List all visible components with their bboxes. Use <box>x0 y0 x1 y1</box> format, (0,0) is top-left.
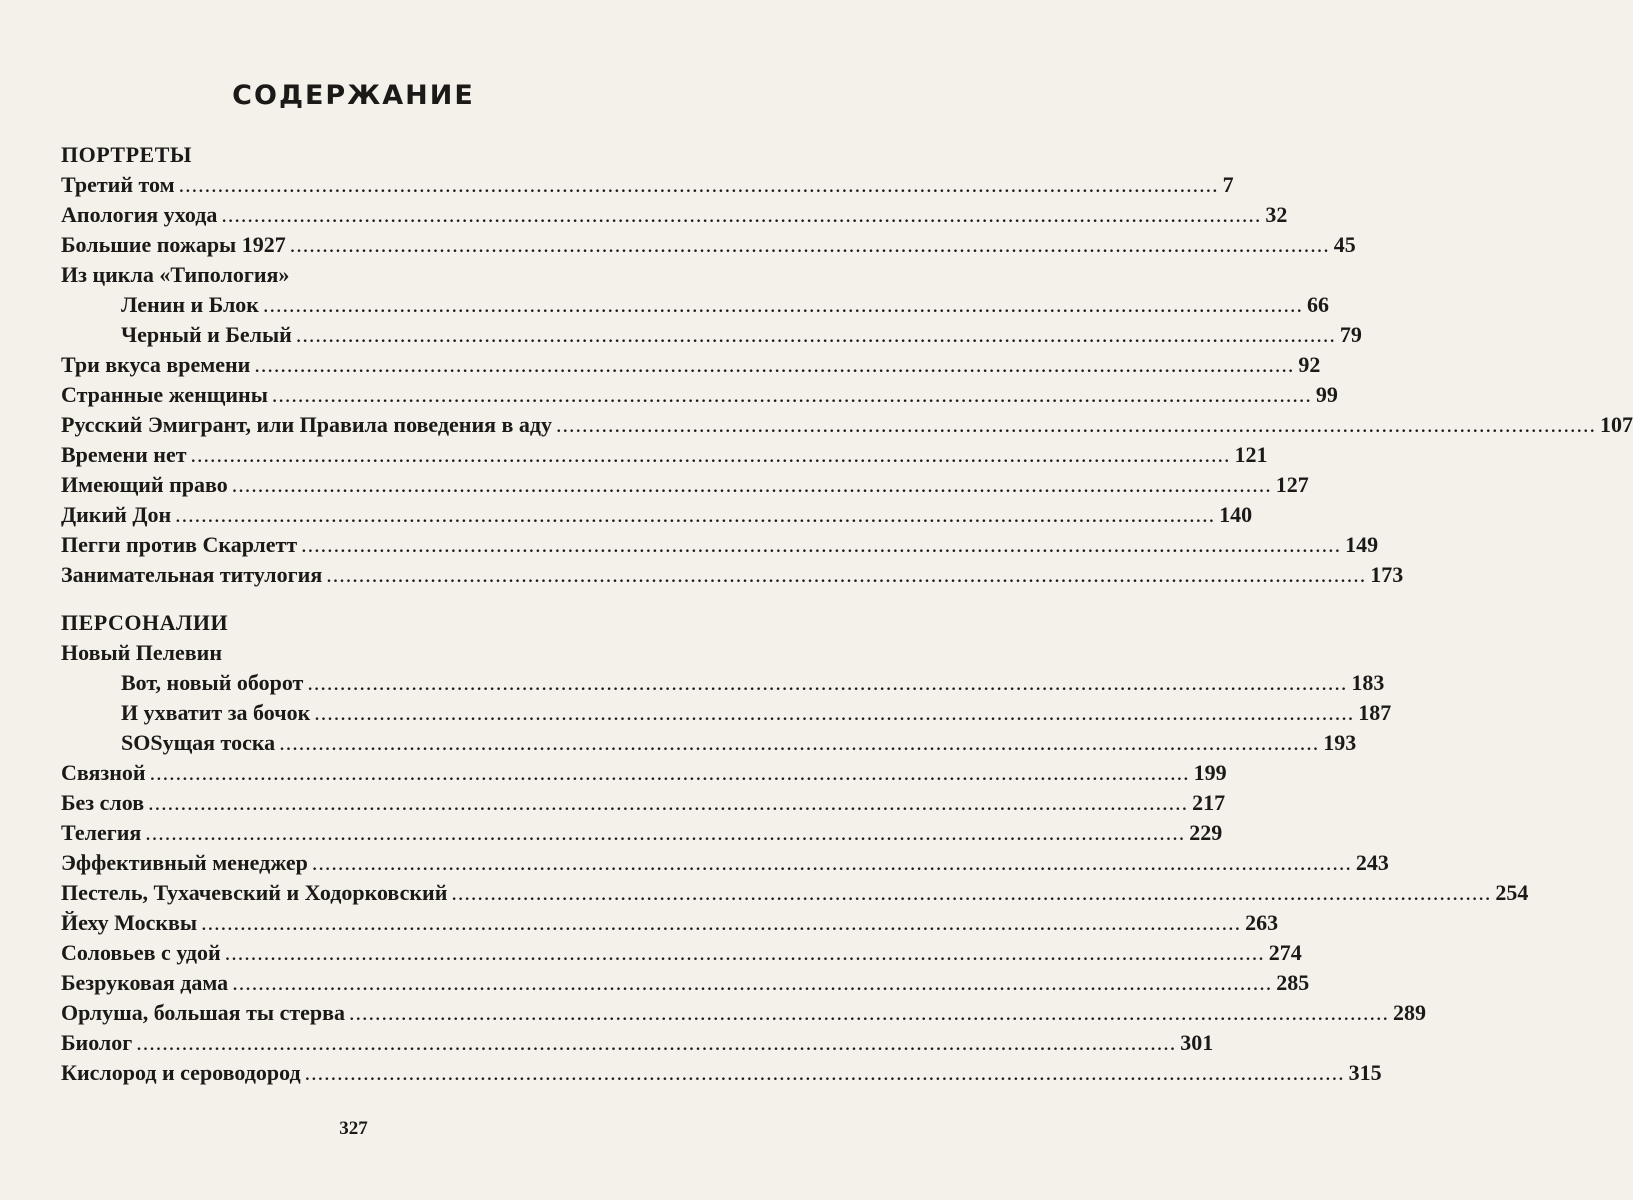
entry-page: 127 <box>1275 472 1309 497</box>
toc-entry <box>61 970 1310 1000</box>
entry-title: Безруковая дама <box>61 970 229 995</box>
toc-entry <box>61 172 1234 202</box>
entry-title: Телегия <box>61 820 142 845</box>
toc-entry <box>61 412 1633 442</box>
toc-entry <box>61 850 1389 880</box>
toc-entry <box>121 322 1362 352</box>
toc-entry <box>61 1000 1427 1030</box>
toc-entry <box>61 1060 1382 1090</box>
dot-leader: ................................................................................................................................................................ <box>326 562 1367 587</box>
entry-page: 285 <box>1276 970 1310 995</box>
entry-title: Вот, новый оборот <box>121 670 304 695</box>
entry-title: Русский Эмигрант, или Правила поведения в аду <box>61 412 553 437</box>
toc-group-heading: Новый Пелевин <box>61 640 223 665</box>
dot-leader: ................................................................................................................................................................ <box>451 880 1492 905</box>
dot-leader: ................................................................................................................................................................ <box>148 790 1189 815</box>
entry-title: Соловьев с удой <box>61 940 221 965</box>
section-title-portraits: ПОРТРЕТЫ <box>61 142 192 167</box>
entry-page: 229 <box>1189 820 1223 845</box>
dot-leader: ................................................................................................................................................................ <box>311 850 1352 875</box>
toc-entry <box>61 820 1223 850</box>
entry-page: 79 <box>1339 322 1362 347</box>
entry-page: 45 <box>1333 232 1356 257</box>
entry-title: Биолог <box>61 1030 133 1055</box>
entry-page: 243 <box>1355 850 1389 875</box>
entry-title: Кислород и сероводород <box>61 1060 301 1085</box>
entry-page: 187 <box>1358 700 1392 725</box>
dot-leader: ................................................................................................................................................................ <box>231 472 1272 497</box>
dot-leader: ................................................................................................................................................................ <box>224 940 1265 965</box>
toc-entry <box>61 880 1529 910</box>
entry-page: 140 <box>1219 502 1253 527</box>
entry-title: Черный и Белый <box>121 322 292 347</box>
dot-leader: ................................................................................................................................................................ <box>254 352 1295 377</box>
entry-title: Эффективный менеджер <box>61 850 308 875</box>
toc-entry <box>61 352 1321 382</box>
toc-entry <box>61 790 1226 820</box>
entry-title: Без слов <box>61 790 145 815</box>
entry-page: 193 <box>1323 730 1357 755</box>
entry-page: 217 <box>1192 790 1226 815</box>
toc-group-heading: Из цикла «Типология» <box>61 262 290 287</box>
dot-leader: ................................................................................................................................................................ <box>221 202 1262 227</box>
entry-page: 173 <box>1370 562 1404 587</box>
dot-leader: ................................................................................................................................................................ <box>304 1060 1345 1085</box>
entry-title: Йеху Москвы <box>61 910 198 935</box>
entry-page: 92 <box>1298 352 1321 377</box>
toc-entry <box>61 532 1379 562</box>
dot-leader: ................................................................................................................................................................ <box>307 670 1348 695</box>
entry-page: 289 <box>1393 1000 1427 1025</box>
dot-leader: ................................................................................................................................................................ <box>190 442 1231 467</box>
dot-leader: ................................................................................................................................................................ <box>232 970 1273 995</box>
entry-title: Ленин и Блок <box>121 292 259 317</box>
entry-title: SOSущая тоска <box>121 730 276 755</box>
entry-page: 66 <box>1306 292 1329 317</box>
entry-page: 183 <box>1351 670 1385 695</box>
entry-title: Имеющий право <box>61 472 228 497</box>
toc-entry <box>61 232 1356 262</box>
dot-leader: ................................................................................................................................................................ <box>301 532 1342 557</box>
entry-title: Связной <box>61 760 146 785</box>
dot-leader: ................................................................................................................................................................ <box>201 910 1242 935</box>
dot-leader: ................................................................................................................................................................ <box>149 760 1190 785</box>
entry-page: 121 <box>1234 442 1268 467</box>
toc-entry <box>61 202 1288 232</box>
toc-entry <box>121 730 1357 760</box>
toc-entry <box>61 1030 1214 1060</box>
entry-page: 7 <box>1222 172 1234 197</box>
entry-page: 315 <box>1348 1060 1382 1085</box>
toc-entry <box>61 442 1268 472</box>
entry-title: Большие пожары 1927 <box>61 232 286 257</box>
dot-leader: ................................................................................................................................................................ <box>178 172 1219 197</box>
dot-leader: ................................................................................................................................................................ <box>556 412 1597 437</box>
toc-entry <box>61 940 1302 970</box>
page-number: 327 <box>339 1118 368 1139</box>
dot-leader: ................................................................................................................................................................ <box>175 502 1216 527</box>
entry-page: 99 <box>1315 382 1338 407</box>
toc-entry <box>61 760 1227 790</box>
toc-entry <box>121 700 1392 730</box>
entry-page: 254 <box>1495 880 1529 905</box>
entry-page: 199 <box>1193 760 1227 785</box>
section-title-personalia: ПЕРСОНАЛИИ <box>61 610 229 635</box>
toc-entry <box>61 382 1338 412</box>
entry-title: Занимательная титулогия <box>61 562 323 587</box>
toc-entry <box>61 910 1279 940</box>
page-title: СОДЕРЖАНИЕ <box>232 80 475 111</box>
toc-entry <box>61 502 1253 532</box>
entry-title: И ухватит за бочок <box>121 700 311 725</box>
entry-title: Странные женщины <box>61 382 268 407</box>
entry-title: Три вкуса времени <box>61 352 251 377</box>
toc-entry <box>121 292 1329 322</box>
entry-page: 274 <box>1268 940 1302 965</box>
dot-leader: ................................................................................................................................................................ <box>136 1030 1177 1055</box>
dot-leader: ................................................................................................................................................................ <box>349 1000 1390 1025</box>
entry-page: 32 <box>1265 202 1288 227</box>
entry-page: 301 <box>1180 1030 1214 1055</box>
entry-title: Пестель, Тухачевский и Ходорковский <box>61 880 448 905</box>
entry-page: 149 <box>1345 532 1379 557</box>
entry-title: Орлуша, большая ты стерва <box>61 1000 346 1025</box>
entry-title: Третий том <box>61 172 175 197</box>
dot-leader: ................................................................................................................................................................ <box>279 730 1320 755</box>
toc-entry <box>61 472 1309 502</box>
entry-page: 107 <box>1600 412 1633 437</box>
entry-title: Времени нет <box>61 442 187 467</box>
dot-leader: ................................................................................................................................................................ <box>314 700 1355 725</box>
dot-leader: ................................................................................................................................................................ <box>295 322 1336 347</box>
toc-entry <box>121 670 1385 700</box>
dot-leader: ................................................................................................................................................................ <box>271 382 1312 407</box>
toc-entry <box>61 562 1404 592</box>
dot-leader: ................................................................................................................................................................ <box>145 820 1186 845</box>
entry-page: 263 <box>1245 910 1279 935</box>
dot-leader: ................................................................................................................................................................ <box>289 232 1330 257</box>
entry-title: Дикий Дон <box>61 502 172 527</box>
dot-leader: ................................................................................................................................................................ <box>262 292 1303 317</box>
entry-title: Пегги против Скарлетт <box>61 532 298 557</box>
entry-title: Апология ухода <box>61 202 218 227</box>
